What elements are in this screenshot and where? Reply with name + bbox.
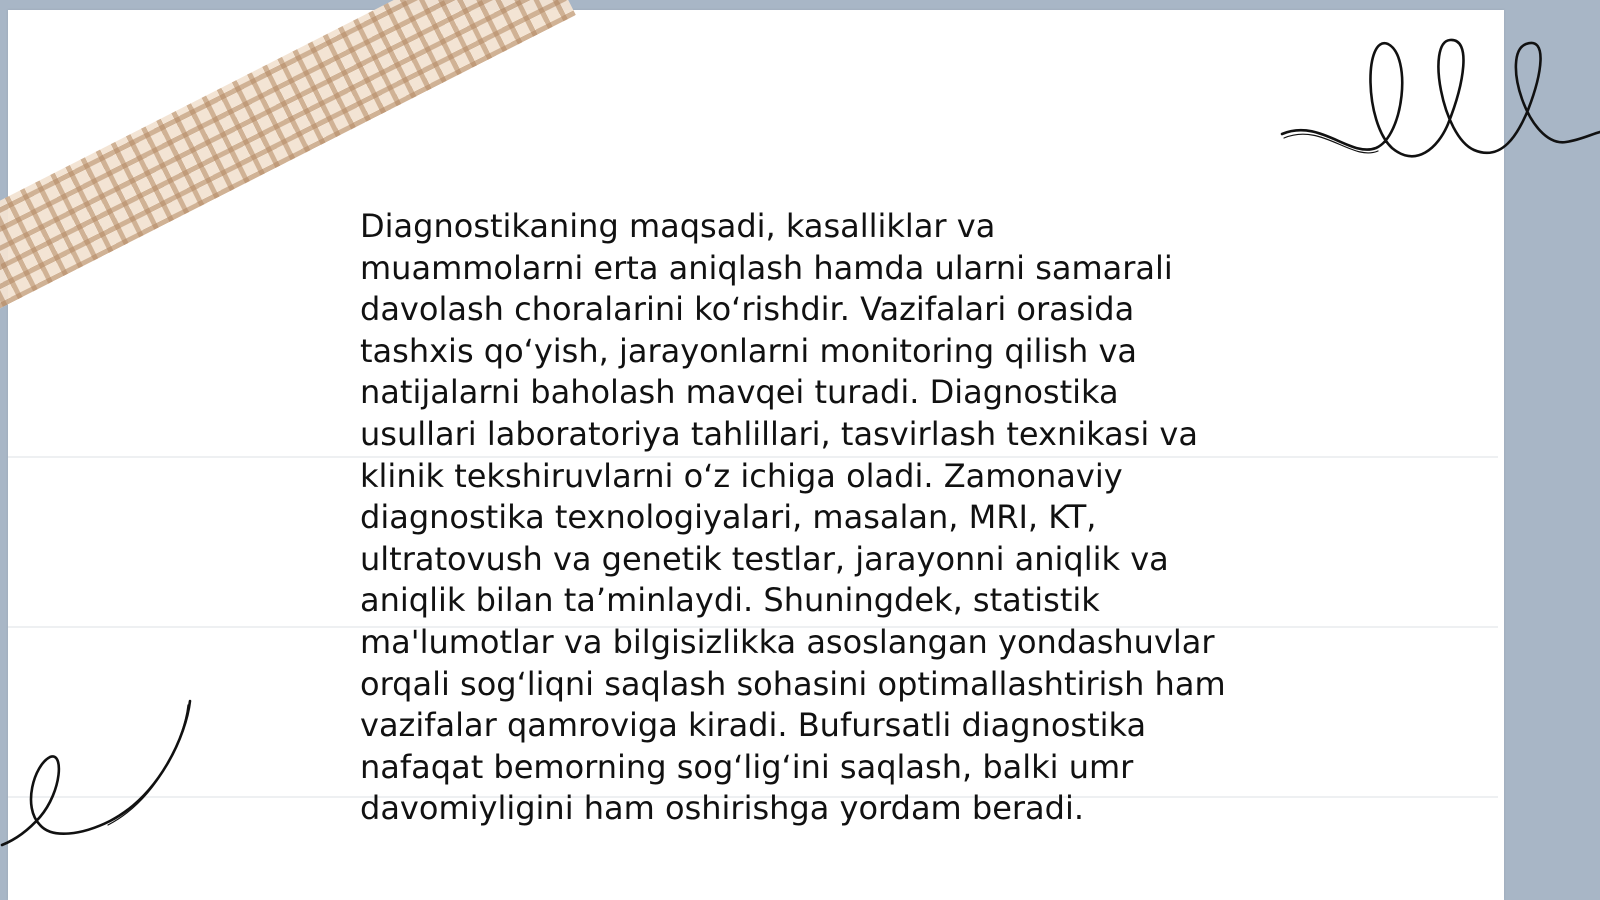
body-paragraph: Diagnostikaning maqsadi, kasalliklar va muammolarni erta aniqlash hamda ularni samarali davolash choralarini ko‘rishdir. Vazifalari orasida tashxis qo‘yish, jarayonlarni monitoring qilish va natijalarni baholash mavqei turadi. Diagnostika usullari laboratoriya tahlillari, tasvirlash texnikasi va klinik tekshiruvlarni o‘z ichiga oladi. Zamonaviy diagnostika texnologiyalari, masalan, MRI, KT, ultratovush va genetik testlar, jarayonni aniqlik va aniqlik bilan ta’minlaydi. Shuningdek, statistik ma'lumotlar va bilgisizlikka asoslangan yondashuvlar orqali sog‘liqni saqlash sohasini optimallashtirish ham vazifalar qamroviga kiradi. Bufursatli diagnostika nafaqat bemorning sog‘lig‘ini saqlash, balki umr davomiyligini ham oshirishga yordam beradi. <box>360 207 1226 828</box>
